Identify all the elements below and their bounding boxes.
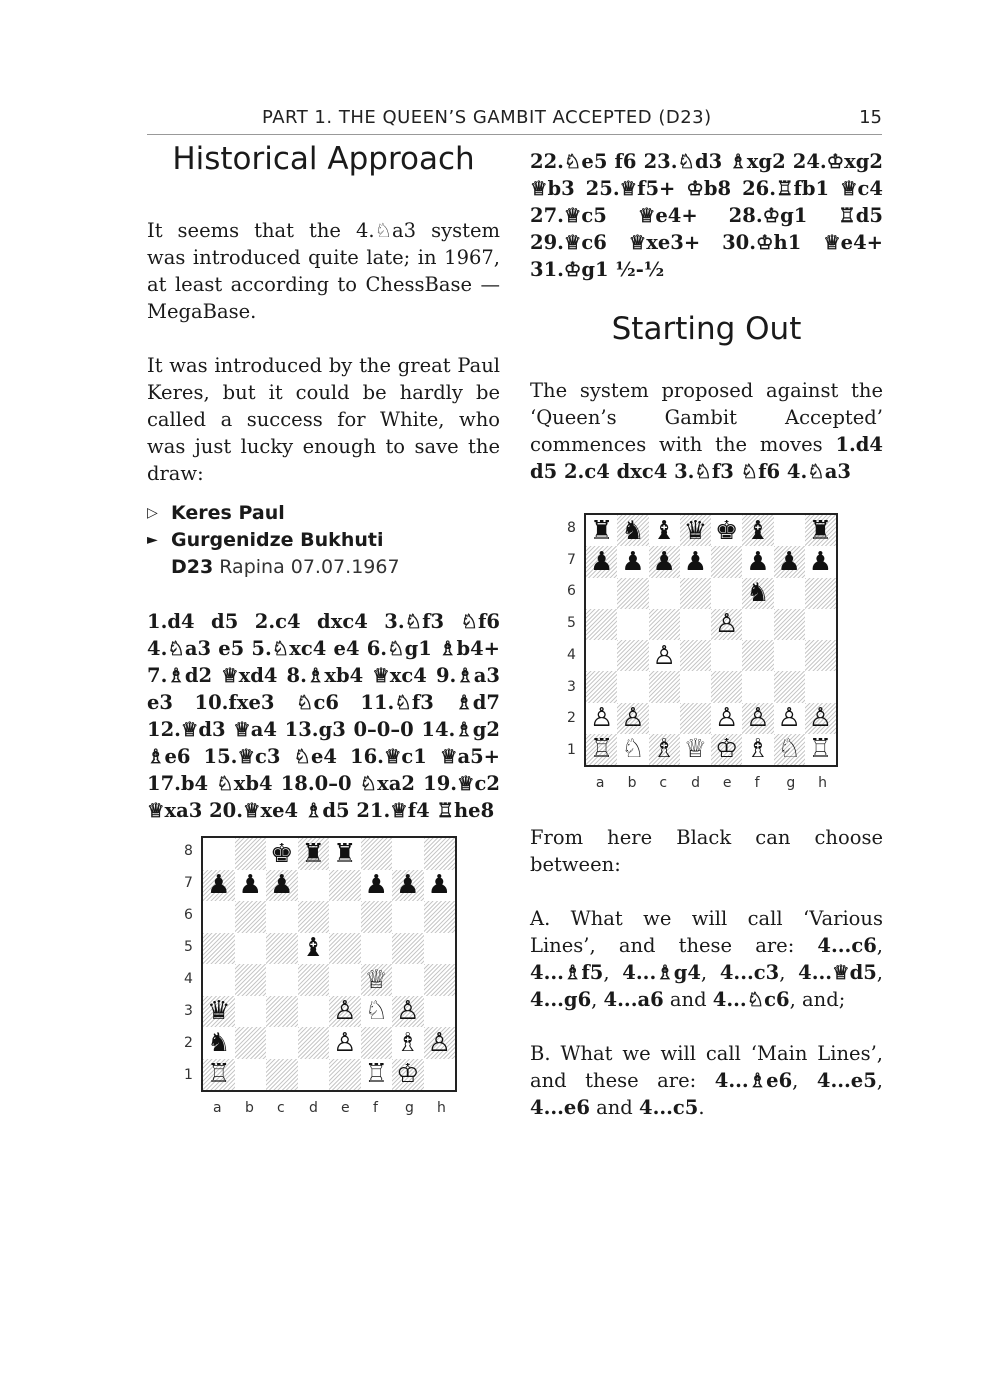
board-square	[586, 640, 617, 671]
white-rook-icon: ♖	[808, 734, 833, 765]
board-square	[361, 838, 393, 870]
board-square	[774, 609, 805, 640]
file-label: e	[341, 1100, 350, 1116]
white-knight-icon: ♘	[621, 734, 645, 765]
black-pawn-icon: ♟	[364, 870, 388, 901]
board-square	[298, 1059, 330, 1091]
section-heading-starting-out: Starting Out	[611, 311, 802, 347]
board-square	[617, 609, 648, 640]
file-label: c	[277, 1100, 285, 1116]
board-square	[329, 870, 361, 902]
black-king-icon: ♚	[270, 838, 294, 869]
black-pawn-icon: ♟	[266, 870, 298, 902]
board-square	[680, 671, 711, 702]
board-square	[266, 901, 298, 933]
paragraph-keres: It was introduced by the great Paul Keres, but it could be hardly be called a success for White, who was just lucky enough to save the draw:	[147, 354, 500, 485]
board-square	[203, 933, 235, 965]
chess-diagram-after-21qf4	[184, 836, 457, 1116]
right-column-choices	[530, 824, 883, 1121]
board-square	[298, 1027, 330, 1059]
file-label: e	[722, 775, 732, 791]
chess-board	[201, 836, 457, 1092]
black-rook-icon: ♜	[589, 515, 614, 546]
board-square	[392, 838, 424, 870]
board-square	[805, 671, 836, 702]
right-column-moves	[530, 148, 883, 283]
white-pawn-icon: ♙	[777, 703, 801, 734]
rank-label: 8	[567, 519, 576, 536]
board-square	[649, 703, 680, 734]
black-pawn-icon: ♟	[683, 546, 708, 577]
black-rook-icon: ♜	[805, 515, 836, 546]
black-king-icon: ♚	[714, 515, 739, 546]
board-square	[424, 964, 456, 996]
board-square	[711, 578, 742, 609]
board-square	[774, 515, 805, 546]
black-pawn-icon: ♟	[746, 546, 770, 577]
white-pawn-icon: ♙	[617, 703, 648, 734]
board-square	[742, 609, 773, 640]
black-bishop-icon: ♝	[301, 933, 325, 964]
board-square	[680, 609, 711, 640]
board-square	[711, 671, 742, 702]
section-heading-historical-approach: Historical Approach	[172, 141, 475, 177]
white-knight-icon: ♘	[364, 996, 388, 1027]
white-triangle-icon: ▷	[147, 505, 158, 521]
eco-code: D23	[171, 556, 214, 578]
file-label: b	[245, 1100, 254, 1116]
black-queen-icon: ♛	[680, 515, 711, 546]
board-square	[586, 578, 617, 609]
paragraph-intro: It seems that the 4.♘a3 system was introduced quite late; in 1967, at least according to ChessBase — MegaBase.	[147, 219, 500, 323]
file-label: f	[754, 775, 760, 791]
board-square	[361, 901, 393, 933]
board-square	[392, 964, 424, 996]
white-pawn-icon: ♙	[711, 609, 742, 640]
rank-label: 7	[567, 551, 576, 568]
black-rook-icon: ♜	[333, 838, 357, 869]
board-square	[424, 933, 456, 965]
white-bishop-icon: ♗	[649, 734, 680, 765]
black-player: Gurgenidze Bukhuti	[171, 529, 384, 551]
board-square	[266, 996, 298, 1028]
black-bishop-icon: ♝	[742, 515, 773, 546]
rank-label: 4	[184, 971, 193, 987]
board-square	[203, 901, 235, 933]
paragraph-choose: From here Black can choose between:	[530, 826, 883, 876]
running-header	[147, 104, 882, 135]
rank-label: 3	[567, 678, 576, 695]
white-pawn-icon: ♙	[424, 1027, 456, 1059]
file-label: g	[786, 775, 796, 791]
board-square	[424, 901, 456, 933]
white-rook-icon: ♖	[586, 734, 617, 765]
white-pawn-icon: ♙	[742, 703, 773, 734]
game-moves	[147, 608, 500, 824]
board-square	[329, 933, 361, 965]
white-queen-icon: ♕	[683, 734, 708, 765]
board-square	[649, 609, 680, 640]
white-rook-icon: ♖	[203, 1059, 235, 1091]
board-square	[586, 609, 617, 640]
black-pawn-icon: ♟	[621, 546, 645, 577]
board-square	[361, 933, 393, 965]
white-pawn-icon: ♙	[652, 640, 676, 671]
board-square	[774, 578, 805, 609]
board-square	[680, 578, 711, 609]
white-king-icon: ♔	[711, 734, 742, 765]
board-square	[392, 901, 424, 933]
black-queen-icon: ♛	[203, 996, 235, 1028]
rank-label: 5	[184, 939, 193, 955]
paragraph-various-lines: A. What we will call ‘Various Lines’, and these are: 4...c6, 4...♗f5, 4...♗g4, 4...c3, 4...♕d5, 4...g6, 4...a6 and 4...♘c6, and;	[530, 907, 883, 1011]
board-square	[266, 1059, 298, 1091]
rank-label: 5	[567, 615, 576, 632]
white-bishop-icon: ♗	[746, 734, 770, 765]
board-square	[235, 1059, 267, 1091]
board-square	[329, 964, 361, 996]
running-title: PART 1. THE QUEEN’S GAMBIT ACCEPTED (D23)	[262, 107, 712, 128]
game-header	[147, 500, 500, 581]
moves-text: 1.d4 d5 2.c4 dxc4 3.♘f3 ♘f6 4.♘a3 e5 5.♘xc4 e4 6.♘g1 ♗b4+ 7.♗d2 ♕xd4 8.♗xb4 ♕xc4 9.♗a3 e3 10.fxe3 ♘c6 11.♘f3 ♗d7 12.♕d3 ♕a4 13.g3 0–0–0 14.♗g2 ♗e6 15.♕c3 ♘e4 16.♕c1 ♕a5+ 17.b4 ♘xb4 18.0–0 ♘xa2 19.♕c2 ♕xa3 20.♕xe4 ♗d5 21.♕f4 ♖he8	[147, 610, 500, 822]
black-triangle-icon: ►	[147, 532, 158, 548]
rank-label: 7	[184, 875, 193, 891]
rank-label: 1	[184, 1067, 193, 1083]
white-pawn-icon: ♙	[329, 996, 361, 1028]
moves-continuation: 22.♘e5 f6 23.♘d3 ♗xg2 24.♔xg2 ♕b3 25.♕f5+ ♔b8 26.♖fb1 ♕c4 27.♕c5 ♕e4+ 28.♔g1 ♖d5 29.♕c6 ♕xe3+ 30.♔h1 ♕e4+ 31.♔g1 ½-½	[530, 150, 883, 281]
board-square	[235, 933, 267, 965]
board-square	[361, 1027, 393, 1059]
black-pawn-icon: ♟	[427, 870, 451, 901]
board-square	[649, 671, 680, 702]
board-square	[424, 1059, 456, 1091]
board-square	[298, 870, 330, 902]
rank-label: 8	[184, 843, 193, 859]
board-square	[329, 1059, 361, 1091]
white-rook-icon: ♖	[364, 1059, 388, 1090]
board-square	[742, 671, 773, 702]
file-label: b	[627, 775, 637, 791]
file-label: g	[405, 1100, 414, 1116]
board-square	[203, 964, 235, 996]
white-king-icon: ♔	[392, 1059, 424, 1091]
black-pawn-icon: ♟	[808, 546, 833, 577]
board-square	[711, 640, 742, 671]
black-pawn-icon: ♟	[203, 870, 235, 902]
rank-label: 6	[567, 583, 576, 600]
board-square	[266, 1027, 298, 1059]
event-info: Rapina 07.07.1967	[219, 556, 400, 578]
black-knight-icon: ♞	[207, 1027, 231, 1058]
board-square	[649, 578, 680, 609]
rank-label: 6	[184, 907, 193, 923]
board-square	[266, 933, 298, 965]
file-label: h	[437, 1100, 446, 1116]
left-column-intro	[147, 141, 500, 487]
board-square	[805, 609, 836, 640]
board-square	[392, 933, 424, 965]
white-player: Keres Paul	[171, 502, 285, 524]
chess-board	[584, 513, 838, 767]
file-label: f	[373, 1100, 378, 1116]
black-pawn-icon: ♟	[586, 546, 617, 577]
file-label: d	[309, 1100, 318, 1116]
board-square	[235, 838, 267, 870]
white-pawn-icon: ♙	[392, 996, 424, 1028]
board-square	[586, 671, 617, 702]
board-square	[805, 640, 836, 671]
paragraph-system: The system proposed against the ‘Queen’s Gambit Accepted’ commences with the moves 1.d4 d5 2.c4 dxc4 3.♘f3 ♘f6 4.♘a3	[530, 379, 883, 483]
black-knight-icon: ♞	[742, 578, 773, 609]
board-square	[774, 671, 805, 702]
board-square	[298, 901, 330, 933]
right-column-starting	[530, 311, 883, 485]
rank-label: 3	[184, 1003, 193, 1019]
white-bishop-icon: ♗	[396, 1027, 420, 1058]
rank-label: 1	[567, 742, 576, 759]
page-number: 15	[859, 107, 882, 128]
white-pawn-icon: ♙	[589, 703, 614, 734]
white-pawn-icon: ♙	[333, 1027, 357, 1058]
white-pawn-icon: ♙	[714, 703, 739, 734]
board-square	[805, 578, 836, 609]
board-square	[266, 964, 298, 996]
board-square	[235, 996, 267, 1028]
board-square	[329, 901, 361, 933]
board-square	[235, 1027, 267, 1059]
file-label: a	[595, 775, 605, 791]
board-square	[711, 546, 742, 577]
paragraph-main-lines: B. What we will call ‘Main Lines’, and these are: 4...♗e6, 4...e5, 4...e6 and 4...c5.	[530, 1042, 883, 1119]
black-pawn-icon: ♟	[649, 546, 680, 577]
board-square	[617, 640, 648, 671]
board-square	[424, 838, 456, 870]
file-label: h	[818, 775, 827, 791]
black-bishop-icon: ♝	[652, 515, 676, 546]
board-square	[742, 640, 773, 671]
board-square	[235, 901, 267, 933]
rank-label: 4	[567, 646, 576, 663]
rank-label: 2	[567, 710, 576, 727]
file-label: d	[691, 775, 701, 791]
board-square	[203, 838, 235, 870]
white-knight-icon: ♘	[774, 734, 805, 765]
black-pawn-icon: ♟	[774, 546, 805, 577]
black-knight-icon: ♞	[617, 515, 648, 546]
file-label: a	[213, 1100, 222, 1116]
black-pawn-icon: ♟	[238, 870, 262, 901]
white-pawn-icon: ♙	[805, 703, 836, 734]
board-square	[235, 964, 267, 996]
board-square	[680, 703, 711, 734]
file-label: c	[659, 775, 668, 791]
board-square	[680, 640, 711, 671]
chess-diagram-after-4na3	[567, 513, 838, 791]
white-queen-icon: ♕	[361, 964, 393, 996]
board-square	[617, 578, 648, 609]
black-rook-icon: ♜	[298, 838, 330, 870]
board-square	[424, 996, 456, 1028]
rank-label: 2	[184, 1035, 193, 1051]
board-square	[617, 671, 648, 702]
board-square	[774, 640, 805, 671]
board-square	[298, 964, 330, 996]
black-pawn-icon: ♟	[392, 870, 424, 902]
board-square	[298, 996, 330, 1028]
